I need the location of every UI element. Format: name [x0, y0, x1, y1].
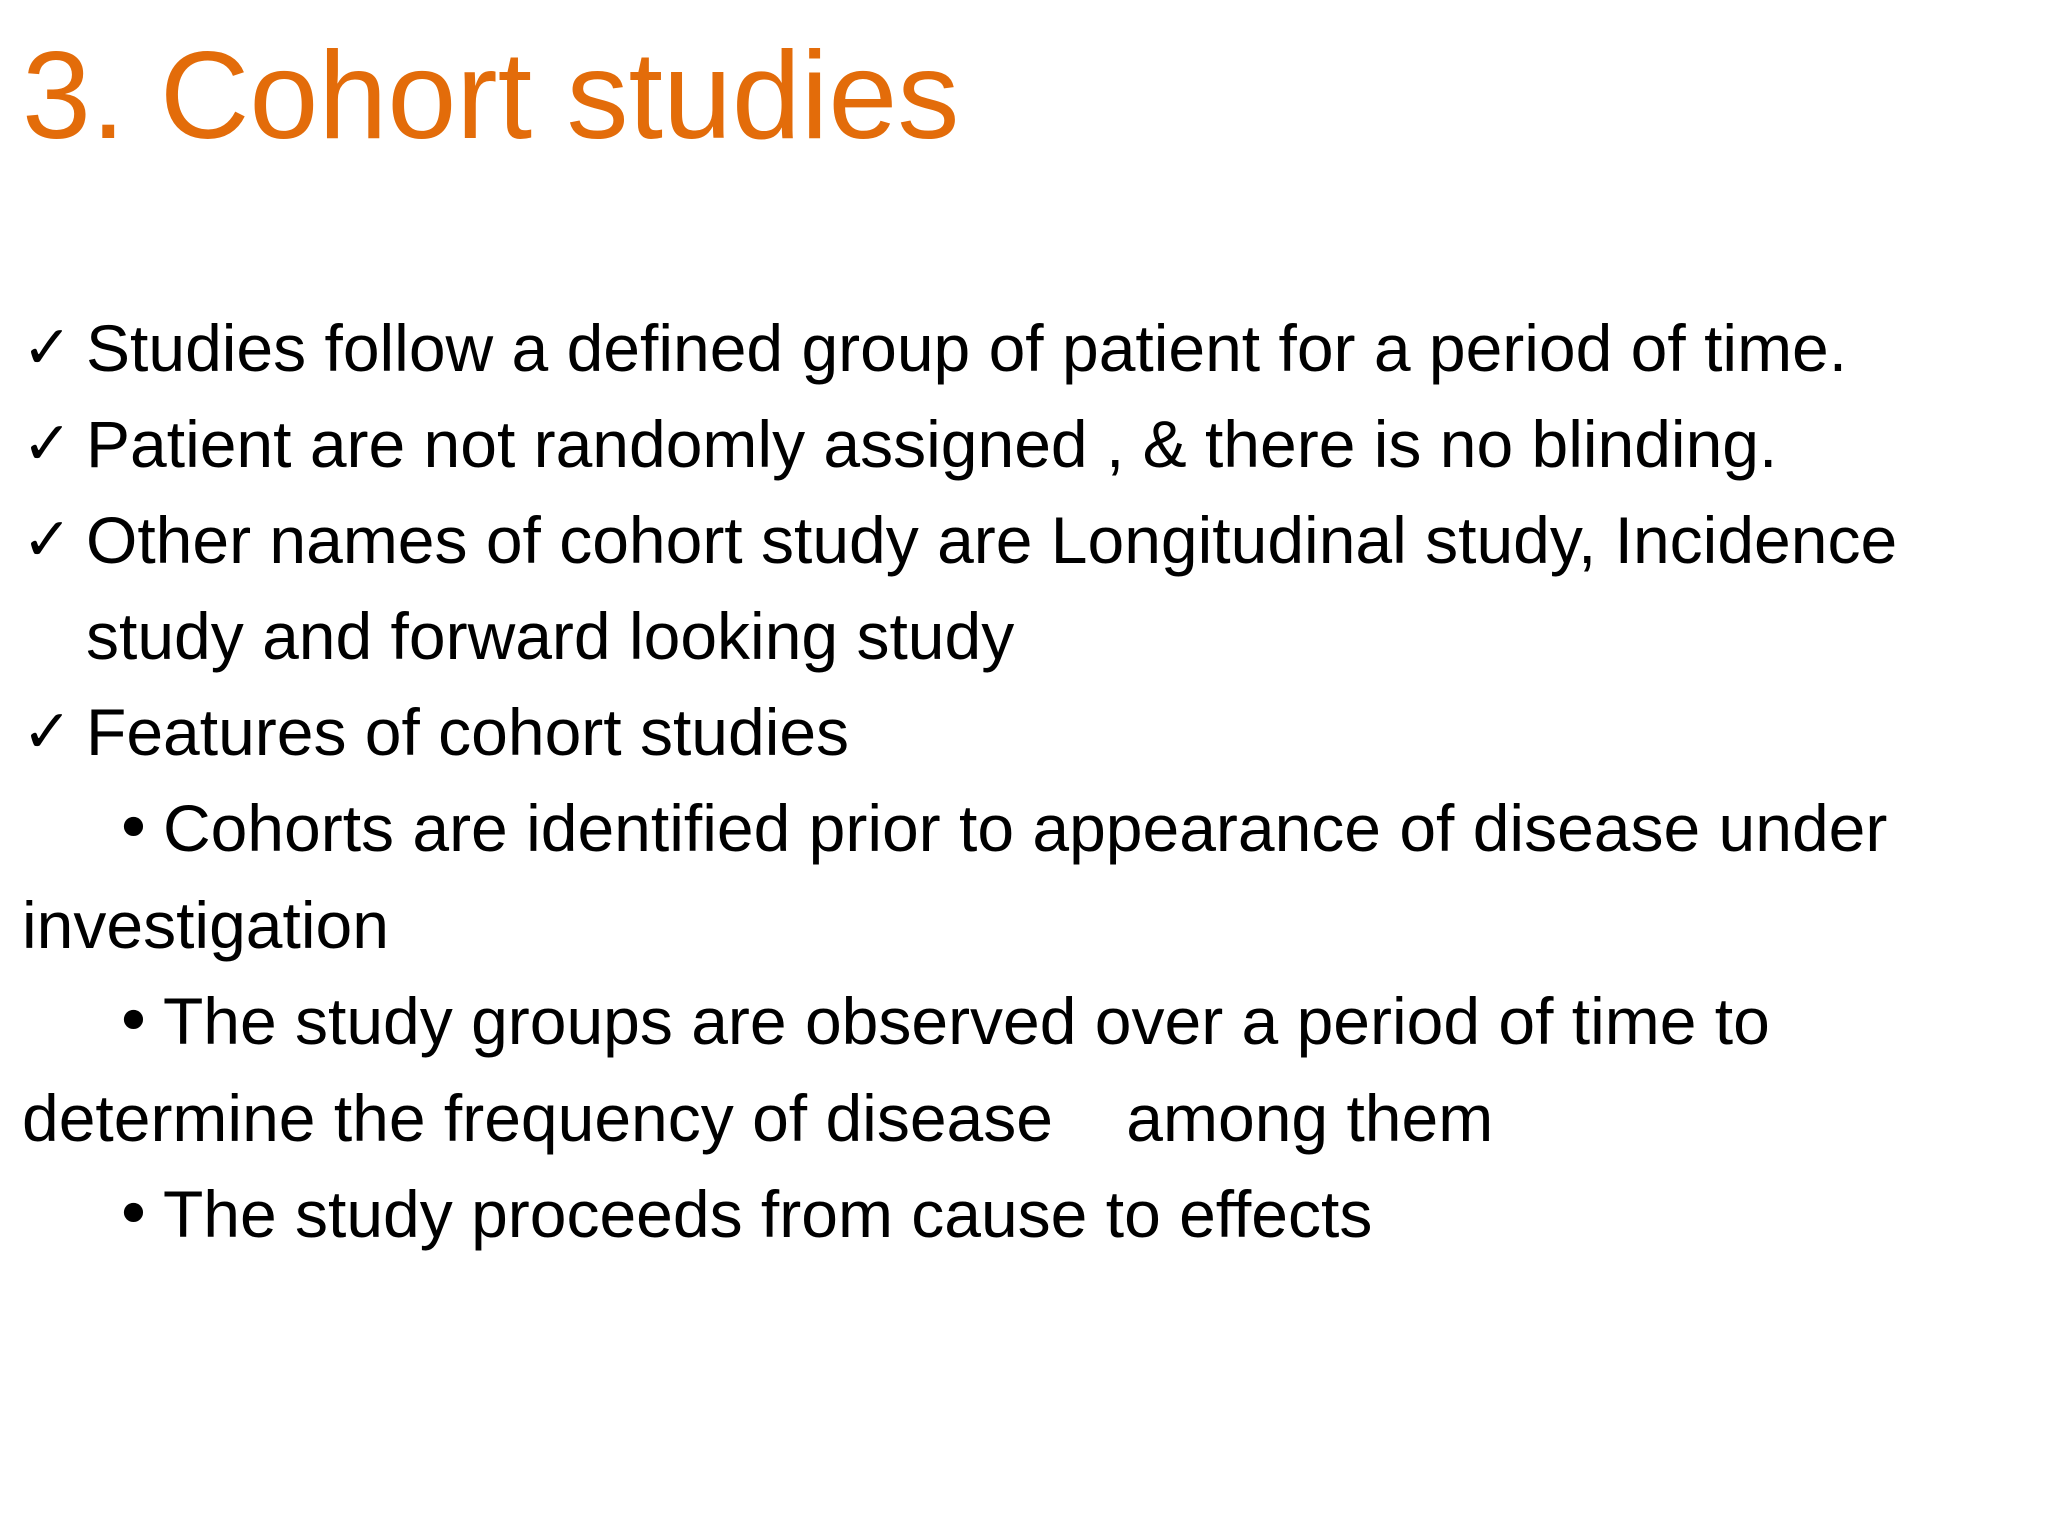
bullet-icon: • — [114, 1176, 153, 1253]
check-icon: ✓ — [22, 505, 73, 575]
check-icon: ✓ — [22, 697, 73, 767]
slide-title: 3. Cohort studies — [22, 27, 960, 165]
check-icon: ✓ — [22, 313, 73, 383]
bullet-icon: • — [114, 983, 153, 1060]
bullet-icon: • — [114, 790, 153, 867]
check-item-text: Other names of cohort study are Longitudinal study, Incidence study and forward looking study — [86, 503, 1898, 673]
check-item — [22, 684, 2012, 780]
check-item — [22, 492, 2012, 684]
check-icon: ✓ — [22, 409, 73, 479]
check-item-text: Studies follow a defined group of patient for a period of time. — [86, 311, 1848, 385]
sub-item-text: The study groups are observed over a period of time to determine the frequency of disease among them — [22, 984, 1789, 1155]
check-item-text: Features of cohort studies — [86, 695, 850, 769]
sub-list-item — [22, 1166, 2012, 1263]
slide-body — [22, 300, 2012, 1263]
check-item-text: Patient are not randomly assigned , & there is no blinding. — [86, 407, 1778, 481]
check-item — [22, 300, 2012, 396]
check-item — [22, 396, 2012, 492]
sub-item-text: The study proceeds from cause to effects — [162, 1177, 1373, 1251]
sub-list-item — [22, 780, 2012, 973]
sub-item-text: Cohorts are identified prior to appearance of disease under investigation — [22, 791, 1888, 962]
sub-list-item — [22, 973, 2012, 1166]
